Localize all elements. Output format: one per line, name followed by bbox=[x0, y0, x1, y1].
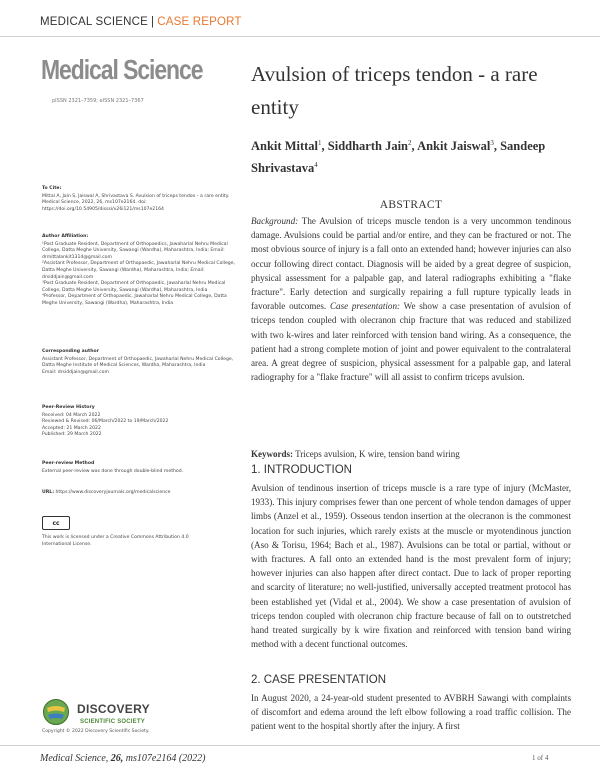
corresponding-email: Email: drsiddjain@gmail.com bbox=[42, 369, 109, 375]
keywords-text: Triceps avulsion, K wire, tension band wiring bbox=[293, 449, 460, 459]
copyright-text: Copyright © 2022 Discovery Scientific Society. bbox=[42, 729, 150, 734]
abstract-background-label: Background: bbox=[251, 216, 299, 226]
issn-line: pISSN 2321–7359; eISSN 2321–7367 bbox=[52, 98, 144, 104]
footer-journal: Medical Science, bbox=[40, 753, 109, 764]
creative-commons-badge[interactable]: cc bbox=[42, 516, 70, 530]
publisher-name: DISCOVERY bbox=[77, 702, 150, 716]
keywords bbox=[251, 449, 571, 459]
history-item: Accepted: 21 March 2022 bbox=[42, 425, 101, 431]
peer-method-heading: Peer-review Method bbox=[42, 461, 95, 466]
corresponding-heading: Corresponding author bbox=[42, 349, 99, 354]
introduction-heading: 1. INTRODUCTION bbox=[251, 464, 352, 476]
journal-logo-text: Medical Science bbox=[41, 54, 203, 85]
case-presentation-body: In August 2020, a 24-year-old student presented to AVBRH Sawangi with complaints of discomfort and edema around the left elbow following a road traffic collision. The patient went to the hospital shortly after the injury. A first bbox=[251, 693, 571, 732]
abstract-background-text: The Avulsion of triceps muscle tendon is a very uncommon tendinous damage. Avulsions could be partial and/or entire, and they can be fractured or not. The most obvious source of injury is a fall onto an extended hand; however injuries can also occur following direct contact. Diagnosis will be aided by a great degree of suspicion, physical assessment for a palpable gap, and lateral radiographs exhibiting a "flake fracture". Early detection and surgically repairing a full rupture typically leads in favorable outcomes. bbox=[251, 216, 571, 312]
header-separator: | bbox=[151, 16, 155, 28]
affiliation-heading: Author Affiliation: bbox=[42, 234, 89, 239]
footer-rule bbox=[0, 745, 600, 746]
corresponding-text: Assistant Professor, Department of Orthopaedic, Jawaharlal Nehru Medical College, Datta Meghe Institute of Medical Sciences, Wardha, Maharashtra, India bbox=[42, 356, 234, 369]
peer-review-history-block bbox=[42, 405, 238, 439]
page-number: 1 of 4 bbox=[532, 754, 549, 762]
abstract-case-text: We show a case presentation of avulsion of triceps tendon coupled with olecranon chip fracture that was reduced and stabilized with two k-wires and later reinforced with tension band wiring. As a consequence, the patient had a strong complete motion of joint and power equivalent to the contralateral area. A great degree of suspicion, physical assessment for a palpable gap, and lateral radiography for a "flake fracture" will all assist to confirm triceps avulsion. bbox=[251, 301, 571, 383]
history-item: Reviewed & Revised: 06/March/2022 to 19/March/2022 bbox=[42, 419, 169, 425]
footer-citation bbox=[40, 753, 206, 764]
author-affiliation-mark: 4 bbox=[314, 161, 318, 170]
author-name: Ankit Mittal bbox=[251, 139, 319, 154]
discovery-globe-icon bbox=[42, 698, 70, 726]
history-item: Published: 29 March 2022 bbox=[42, 432, 102, 438]
running-header bbox=[40, 16, 242, 28]
citation-text: Mittal A, Jain S, Jaiswal A, Shrivastava S. Avulsion of triceps tendon - a rare entity. Medical Science, 2022, 26, ms107e2164. doi: https://doi.org/10.54905/disssi/v26i121/ms107e2164 bbox=[42, 193, 230, 212]
affiliation-item: ²Assistant Professor, Department of Orthopaedic, Jawaharlal Nehru Medical College, Datta Meghe University, Sawangi (Wardha), Maharashtra, India; Email: drsiddjain@gmail.com bbox=[42, 261, 236, 280]
author-affiliation-mark: 1 bbox=[318, 139, 322, 147]
keywords-label: Keywords: bbox=[251, 449, 293, 459]
citation-block bbox=[42, 186, 238, 213]
publisher-subtitle: SCIENTIFIC SOCIETY bbox=[80, 719, 145, 725]
peer-review-method-block bbox=[42, 461, 238, 475]
author-name: Sandeep Shrivastava bbox=[251, 139, 546, 176]
author-name: Ankit Jaiswal bbox=[417, 139, 491, 154]
author-affiliation-mark: 3 bbox=[490, 139, 494, 147]
author-list: Ankit Mittal$^1$, Siddharth Jain$^2$, Ankit Jaiswal$^3$, Sandeep Shrivastava$^4$ bbox=[251, 139, 546, 176]
url-block bbox=[42, 490, 238, 497]
affiliation-block bbox=[42, 234, 238, 308]
url-label: URL: bbox=[42, 490, 55, 495]
case-presentation-heading: 2. CASE PRESENTATION bbox=[251, 674, 387, 686]
abstract-heading: ABSTRACT bbox=[379, 199, 443, 211]
affiliation-item: ⁴Professor, Department of Orthopaedic, Jawaharlal Nehru Medical College, Datta Meghe University, Sawangi (Wardha), Maharashtra, India bbox=[42, 294, 227, 306]
introduction-body: Avulsion of tendinous insertion of triceps muscle is a rare type of injury (McMaster, 1933). This injury comprises fewer than one percent of whole tendon damages of upper limbs (Anzel et al., 1959). Osseous tendon insertion at the olecranon is the commonest location for such injuries, which rarely exists at the muscle or myotendinous junction (Aso & Torisu, 1964; Bach et al., 1987). Avulsions can be total or partial, without or with fractures. A fall onto an extended hand is the most prevalent form of injury; however injuries can also happen after direct contact. Due to lack of proper reporting and scarcity of literature; no well-justified, universally accepted treatment protocol has been established yet (Vidal et al., 2004). We show a case presentation of avulsion of triceps tendon coupled with olecranon chip fracture because of fall on to outstretched hand treated surgically by k wire fixation and reinforced with tension band wiring method with a decent functional outcomes. bbox=[251, 483, 571, 650]
footer-volume: 26, bbox=[110, 753, 124, 764]
abstract-body bbox=[251, 214, 571, 384]
header-rule bbox=[0, 36, 600, 37]
article-category-label: CASE REPORT bbox=[157, 16, 242, 28]
author-affiliation-mark: 2 bbox=[408, 139, 412, 147]
corresponding-author-block bbox=[42, 349, 238, 376]
article-title: Avulsion of triceps tendon - a rare entity bbox=[251, 62, 538, 119]
affiliation-item: ³Post Graduate Resident, Department of Orthopaedic, Jawaharlal Nehru Medical College, Datta Meghe University, Sawangi (Wardha), Maharashtra, India bbox=[42, 281, 226, 293]
abstract-case-label: Case presentation: bbox=[329, 301, 401, 312]
citation-heading: To Cite: bbox=[42, 186, 62, 191]
journal-section-label: MEDICAL SCIENCE bbox=[40, 16, 149, 28]
license-text: This work is licensed under a Creative Commons Attribution 4.0 International License. bbox=[42, 535, 189, 547]
peer-method-text: External peer-review was done through double-blind method. bbox=[42, 468, 184, 474]
history-item: Received: 04 March 2022 bbox=[42, 412, 101, 418]
affiliation-item: ¹Post Graduate Resident, Department of Orthopaedics, Jawaharlal Nehru Medical College, Datta Meghe University, Sawangi (Wardha), Maharashtra, India; Email: drmittalankit1314@gmail.com bbox=[42, 241, 228, 260]
peer-history-heading: Peer-Review History bbox=[42, 405, 95, 410]
url-link[interactable]: https://www.discoveryjournals.org/medicalscience bbox=[55, 490, 171, 495]
footer-article-id: ms107e2164 (2022) bbox=[125, 753, 206, 764]
author-name: Siddharth Jain bbox=[327, 139, 409, 154]
